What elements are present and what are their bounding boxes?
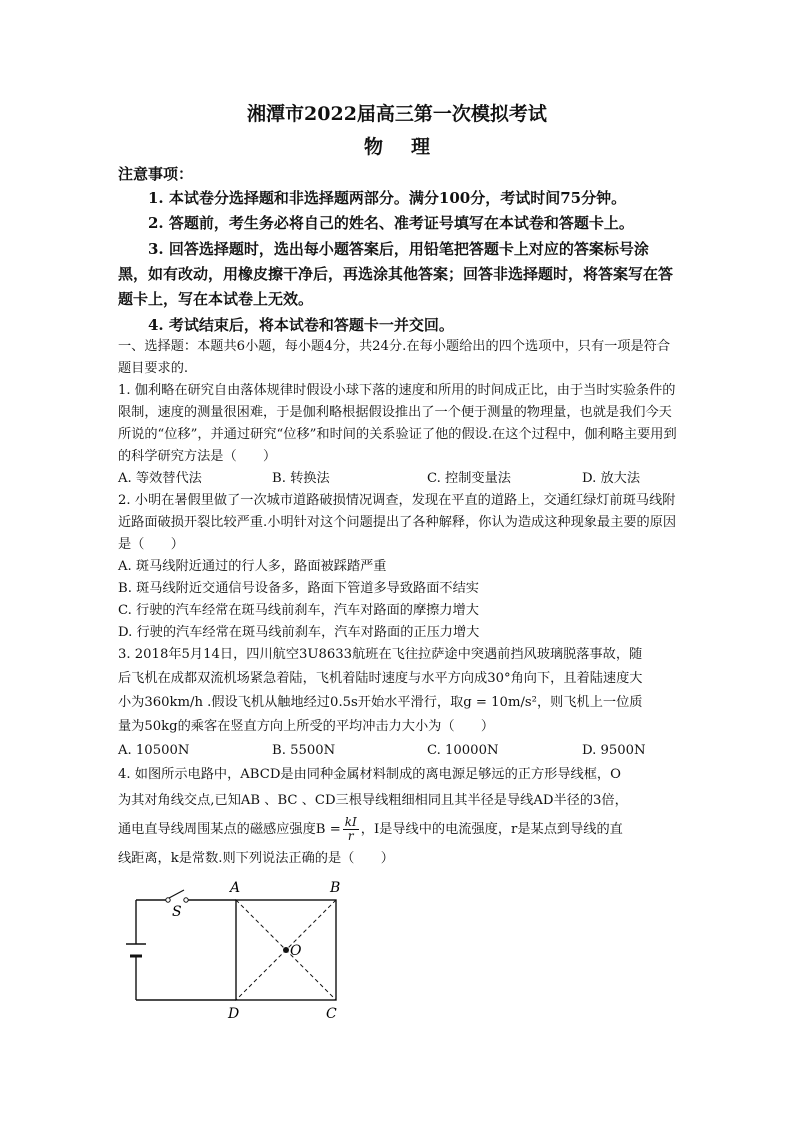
- q3-line-1: 3. 2018年5月14日，四川航空3U8633航班在飞往拉萨途中突遇前挡风玻璃脱落事故，随: [118, 647, 643, 662]
- q1-option-c: C. 控制变量法: [427, 471, 511, 486]
- label-d: D: [228, 1006, 240, 1022]
- q2-option-a: A. 斑马线附近通过的行人多，路面被踩踏严重: [118, 559, 387, 574]
- q3-line-2: 后飞机在成都双流机场紧急着陆，飞机着陆时速度与水平方向成30°角向下，且着陆速度大: [118, 671, 643, 686]
- switch-label: S: [172, 904, 182, 920]
- q3-option-d: D. 9500N: [582, 743, 646, 758]
- q4-line-3-end: ，I是导线中的电流强度，r是某点到导线的直: [360, 822, 623, 837]
- q3-option-b: B. 5500N: [272, 743, 336, 758]
- section-intro: 一、选择题：本题共6小题，每小题4分，共24分.在每小题给出的四个选项中，只有一项是符合题目要求的.: [118, 339, 671, 376]
- q3-option-a: A. 10500N: [118, 743, 190, 758]
- q1-stem: 1. 伽利略在研究自由落体规律时假设小球下落的速度和所用的时间成正比，由于当时实验条件的限制，速度的测量很困难，于是伽利略根据假设推出了一个便于测量的物理量，也就是我们今天所说的“位移”，并通过研究“位移”和时间的关系验证了他的假设.在这个过程中，伽利略主要用到的科学研究方法是（ ）: [118, 383, 677, 464]
- q4-line-3-start: 通电直导线周围某点的磁感应强度B =: [118, 822, 341, 837]
- switch-lever: [169, 890, 184, 898]
- q2-option-d: D. 行驶的汽车经常在斑马线前刹车，汽车对路面的正压力增大: [118, 625, 480, 640]
- exam-title: 湘潭市2022届高三第一次模拟考试: [247, 103, 547, 125]
- circuit-diagram: [118, 876, 358, 1026]
- q1-option-a: A. 等效替代法: [118, 471, 202, 486]
- subject-title: 物理: [363, 136, 458, 158]
- q3-option-c: C. 10000N: [427, 743, 499, 758]
- q1-option-d: D. 放大法: [582, 471, 641, 486]
- q1-option-b: B. 转换法: [272, 471, 330, 486]
- label-o: O: [290, 943, 302, 959]
- center-point-o: [283, 947, 289, 953]
- switch-contact-left: [166, 898, 170, 902]
- switch-contact-right: [184, 898, 188, 902]
- notes-heading: 注意事项：: [118, 165, 194, 183]
- label-c: C: [326, 1006, 337, 1022]
- note-4: 4. 考试结束后，将本试卷和答题卡一并交回。: [148, 316, 454, 334]
- q4-line-3: [118, 816, 623, 843]
- magnetic-field-fraction: [343, 816, 359, 843]
- q2-option-b: B. 斑马线附近交通信号设备多，路面下管道多导致路面不结实: [118, 581, 479, 596]
- q4-line-2: 为其对角线交点,已知AB 、BC 、CD三根导线粗细相同且其半径是导线AD半径的3倍，: [118, 793, 628, 808]
- label-b: B: [330, 880, 341, 896]
- q4-line-1: 4. 如图所示电路中，ABCD是由同种金属材料制成的离电源足够远的正方形导线框，O: [118, 767, 621, 782]
- q2-option-c: C. 行驶的汽车经常在斑马线前刹车，汽车对路面的摩擦力增大: [118, 603, 479, 618]
- note-2: 2. 答题前，考生务必将自己的姓名、准考证号填写在本试卷和答题卡上。: [148, 214, 634, 232]
- q3-line-3: 小为360km/h .假设飞机从触地经过0.5s开始水平滑行，取g = 10m/s²，则飞机上一位质: [118, 695, 643, 710]
- q3-line-4: 量为50kg的乘客在竖直方向上所受的平均冲击力大小为（ ）: [118, 719, 495, 734]
- fraction-denominator: r: [347, 829, 354, 843]
- note-3: 3. 回答选择题时，选出每小题答案后，用铅笔把答题卡上对应的答案标号涂黑，如有改动，用橡皮擦干净后，再选涂其他答案；回答非选择题时，将答案写在答题卡上，写在本试卷上无效。: [118, 240, 674, 308]
- label-a: A: [230, 880, 241, 896]
- fraction-numerator: kI: [344, 815, 357, 829]
- q2-stem: 2. 小明在暑假里做了一次城市道路破损情况调查，发现在平直的道路上，交通红绿灯前斑马线附近路面破损开裂比较严重.小明针对这个问题提出了各种解释，你认为造成这种现象最主要的原因是（ ）: [118, 493, 677, 552]
- q4-line-4: 线距离，k是常数.则下列说法正确的是（ ）: [118, 851, 394, 866]
- note-1: 1. 本试卷分选择题和非选择题两部分。满分100分，考试时间75分钟。: [148, 189, 627, 207]
